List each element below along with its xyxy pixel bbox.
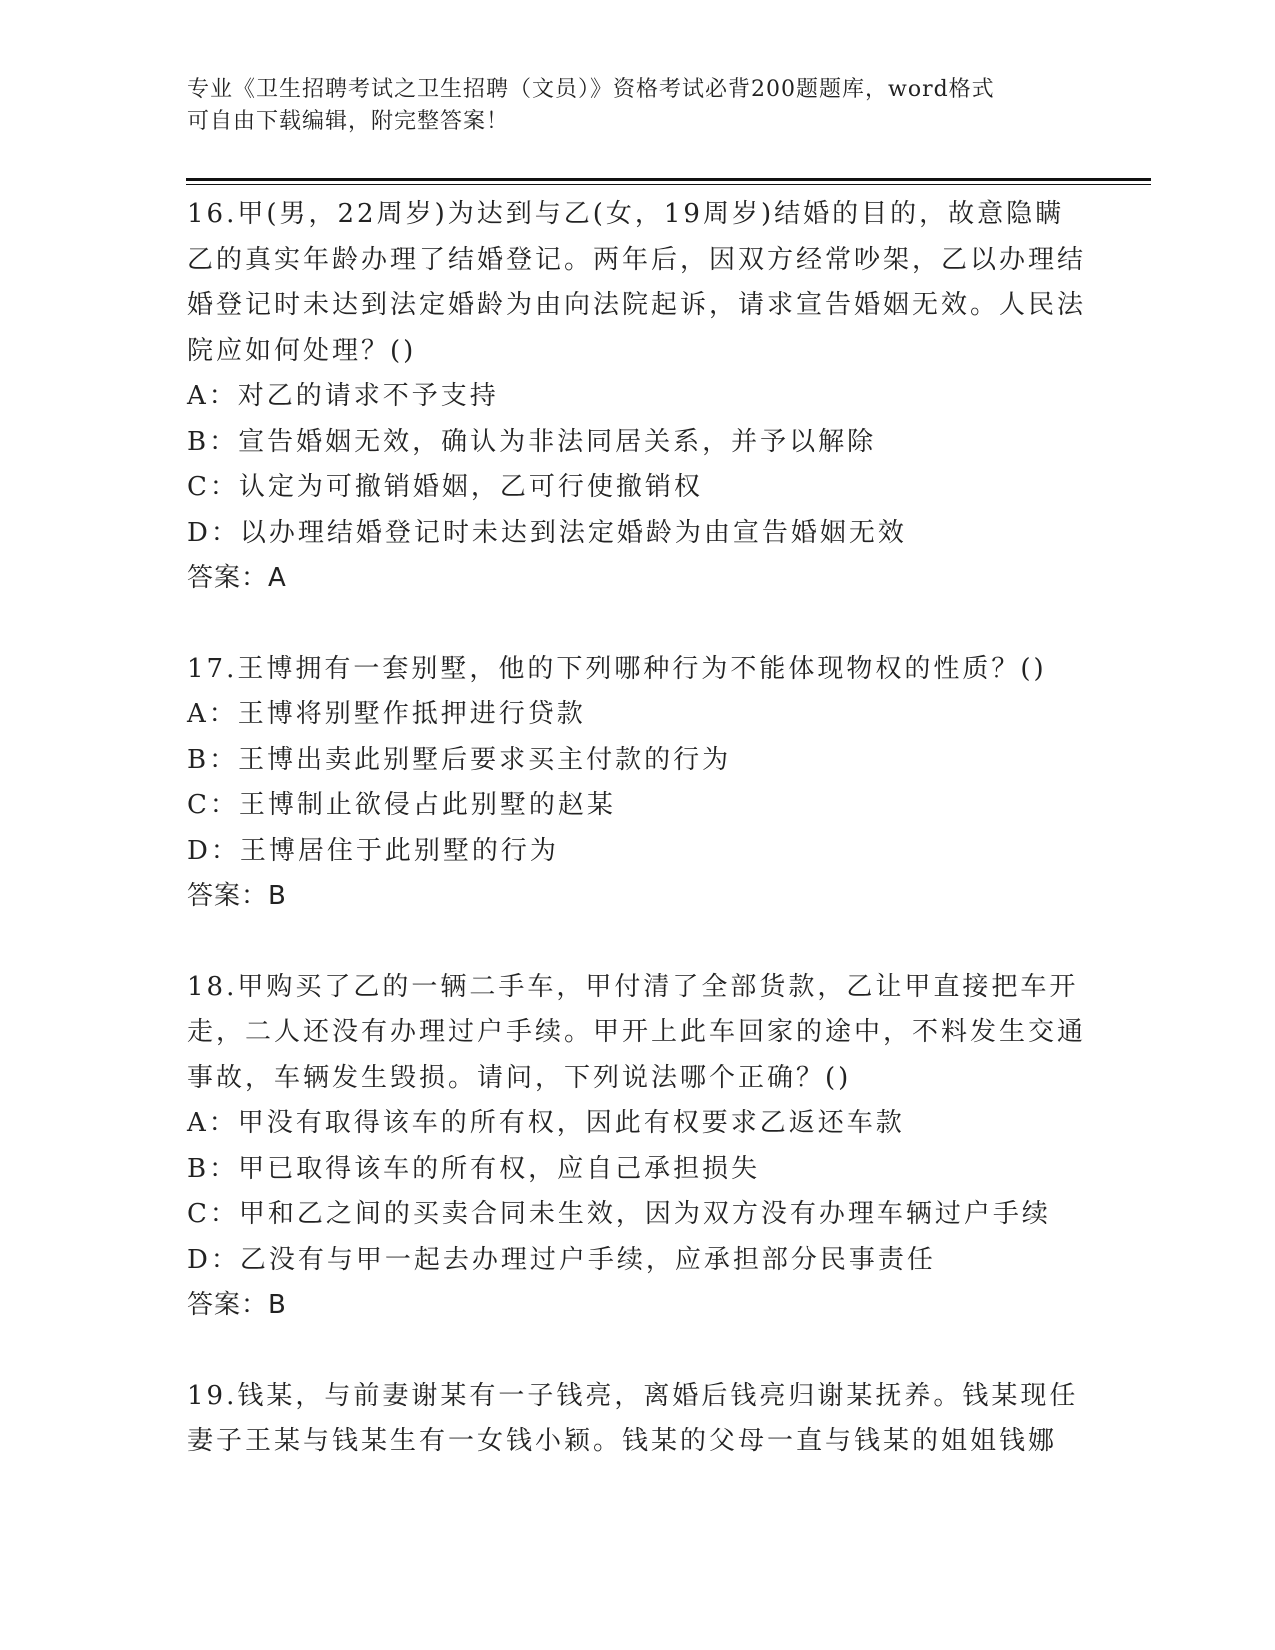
option-b: B：甲已取得该车的所有权，应自己承担损失: [187, 1153, 761, 1184]
question-16: [187, 192, 1087, 602]
question-text: 16.甲(男，22周岁)为达到与乙(女，19周岁)结婚的目的，故意隐瞒乙的真实年龄办理了结婚登记。两年后，因双方经常吵架，乙以办理结婚登记时未达到法定婚龄为由向法院起诉，请求宣告婚姻无效。人民法院应如何处理？(): [187, 199, 1087, 366]
header-divider-thick: [186, 178, 1151, 181]
question-text: 18.甲购买了乙的一辆二手车，甲付清了全部货款，乙让甲直接把车开走，二人还没有办理过户手续。甲开上此车回家的途中，不料发生交通事故，车辆发生毁损。请问，下列说法哪个正确？(): [187, 971, 1087, 1093]
option-a: A：甲没有取得该车的所有权，因此有权要求乙返还车款: [187, 1108, 905, 1138]
header-divider-thin: [186, 184, 1151, 185]
answer-label: 答案：B: [187, 881, 287, 911]
option-b: B：王博出卖此别墅后要求买主付款的行为: [187, 744, 732, 775]
option-c: C：甲和乙之间的买卖合同未生效，因为双方没有办理车辆过户手续: [187, 1199, 1051, 1229]
option-d: D：乙没有与甲一起去办理过户手续，应承担部分民事责任: [187, 1244, 936, 1275]
question-text: 19.钱某，与前妻谢某有一子钱亮，离婚后钱亮归谢某抚养。钱某现任妻子王某与钱某生有一女钱小颖。钱某的父母一直与钱某的姐姐钱娜: [187, 1380, 1079, 1456]
option-a: A：对乙的请求不予支持: [187, 381, 499, 411]
question-19: [187, 1374, 1087, 1465]
question-list: [187, 192, 1087, 1510]
document-header: [187, 74, 1087, 138]
option-b: B：宣告婚姻无效，确认为非法同居关系，并予以解除: [187, 426, 877, 457]
answer-label: 答案：B: [187, 1290, 287, 1320]
header-line-2: 可自由下载编辑，附完整答案！: [187, 109, 510, 134]
question-17: [187, 647, 1087, 920]
option-a: A：王博将别墅作抵押进行贷款: [187, 699, 586, 729]
option-c: C：认定为可撤销婚姻，乙可行使撤销权: [187, 472, 703, 502]
option-c: C：王博制止欲侵占此别墅的赵某: [187, 790, 616, 820]
answer-label: 答案：A: [187, 563, 287, 593]
header-line-1: 专业《卫生招聘考试之卫生招聘（文员）》资格考试必背200题题库，word格式: [187, 77, 995, 102]
option-d: D：王博居住于此别墅的行为: [187, 835, 559, 866]
question-text: 17.王博拥有一套别墅，他的下列哪种行为不能体现物权的性质？(): [187, 653, 1047, 684]
question-18: [187, 965, 1087, 1329]
option-d: D：以办理结婚登记时未达到法定婚龄为由宣告婚姻无效: [187, 517, 907, 548]
